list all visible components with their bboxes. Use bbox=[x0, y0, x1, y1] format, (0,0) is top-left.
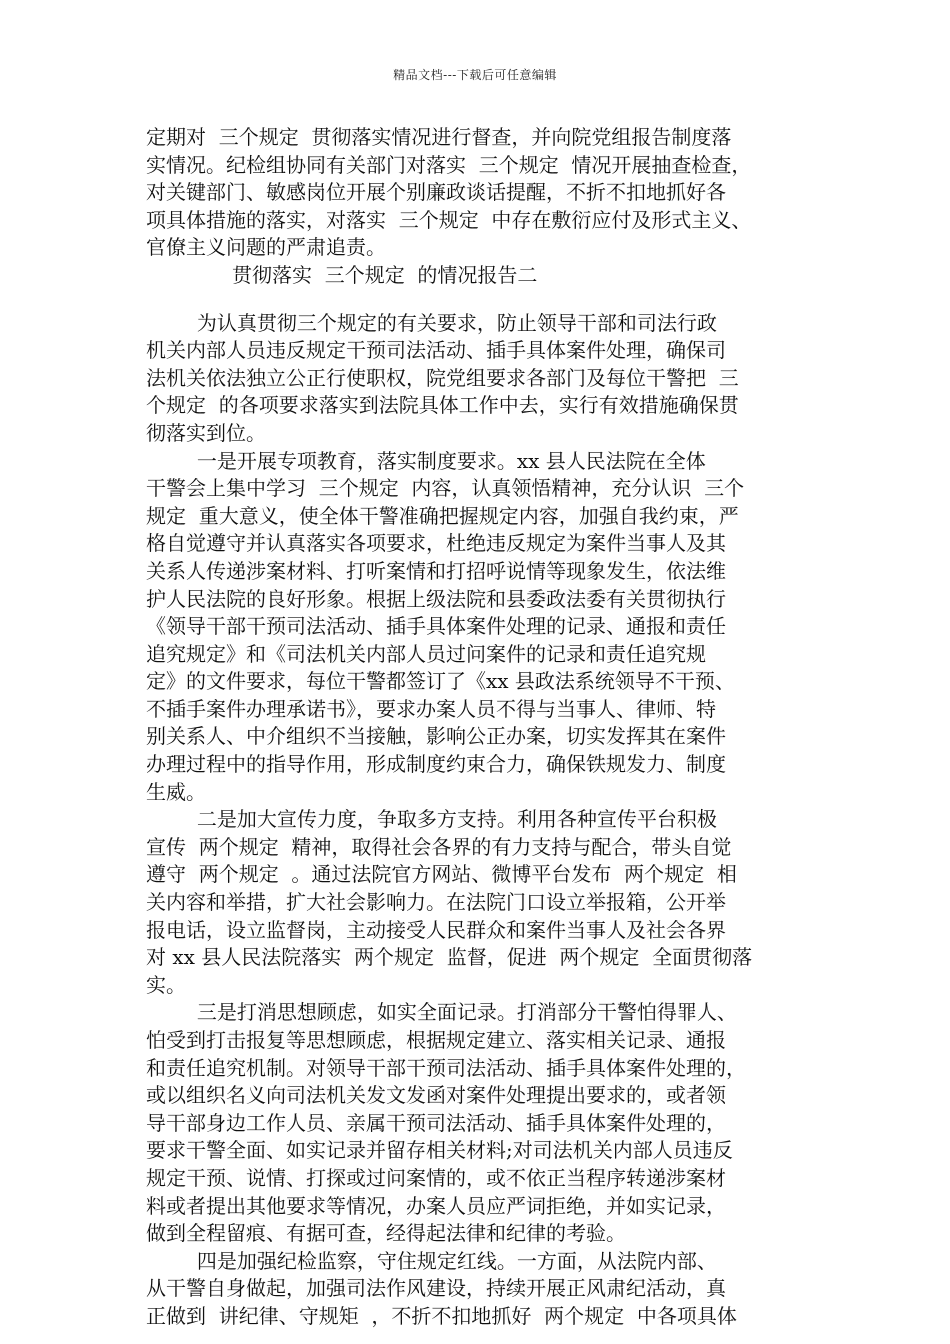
text-line: 个规定 的各项要求落实到法院具体工作中去，实行有效措施确保贯 bbox=[146, 393, 739, 418]
text-line: 追究规定》和《司法机关内部人员过问案件的记录和责任追究规 bbox=[146, 641, 706, 666]
text-line: 实。 bbox=[146, 972, 186, 997]
text-line: 彻落实到位。 bbox=[146, 420, 266, 445]
text-line: 定》的文件要求，每位干警都签订了《xx 县政法系统领导不干预、 bbox=[146, 669, 735, 694]
text-line: 官僚主义问题的严肃追责。 bbox=[146, 235, 386, 260]
text-line: 料或者提出其他要求等情况，办案人员应严词拒绝，并如实记录， bbox=[146, 1193, 726, 1218]
text-line: 《领导干部干预司法活动、插手具体案件处理的记录、通报和责任 bbox=[146, 614, 726, 639]
text-line: 别关系人、中介组织不当接触，影响公正办案，切实发挥其在案件 bbox=[146, 724, 726, 749]
text-line: 干警会上集中学习 三个规定 内容，认真领悟精神，充分认识 三个 bbox=[146, 476, 745, 501]
text-line: 关系人传递涉案材料、打听案情和打招呼说情等现象发生，依法维 bbox=[146, 558, 726, 583]
text-line: 实情况。纪检组协同有关部门对落实 三个规定 情况开展抽查检查， bbox=[146, 152, 752, 177]
text-line: 四是加强纪检监察，守住规定红线。一方面，从法院内部、 bbox=[146, 1248, 717, 1273]
text-line: 规定 重大意义，使全体干警准确把握规定内容，加强自我约束，严 bbox=[146, 503, 739, 528]
text-line: 二是加大宣传力度，争取多方支持。利用各种宣传平台积极 bbox=[146, 807, 717, 832]
text-line: 不插手案件办理承诺书》，要求办案人员不得与当事人、律师、特 bbox=[146, 696, 716, 721]
text-line: 生威。 bbox=[146, 779, 206, 804]
text-line: 规定干预、说情、打探或过问案情的，或不依正当程序转递涉案材 bbox=[146, 1165, 726, 1190]
spacer bbox=[146, 290, 826, 310]
text-line: 或以组织名义向司法机关发文发函对案件处理提出要求的，或者领 bbox=[146, 1083, 726, 1108]
section-title: 贯彻落实 三个规定 的情况报告二 bbox=[232, 262, 538, 287]
text-line: 一是开展专项教育，落实制度要求。xx 县人民法院在全体 bbox=[146, 448, 706, 473]
text-line: 报电话，设立监督岗，主动接受人民群众和案件当事人及社会各界 bbox=[146, 917, 726, 942]
text-line: 对 xx 县人民法院落实 两个规定 监督，促进 两个规定 全面贯彻落 bbox=[146, 945, 753, 970]
text-line: 格自觉遵守并认真落实各项要求，杜绝违反规定为案件当事人及其 bbox=[146, 531, 726, 556]
text-line: 为认真贯彻三个规定的有关要求，防止领导干部和司法行政 bbox=[146, 310, 717, 335]
text-line: 正做到 讲纪律、守规矩 ，不折不扣地抓好 两个规定 中各项具体 bbox=[146, 1303, 737, 1328]
text-line: 做到全程留痕、有据可查，经得起法律和纪律的考验。 bbox=[146, 1221, 626, 1246]
text-line: 法机关依法独立公正行使职权，院党组要求各部门及每位干警把 三 bbox=[146, 365, 739, 390]
text-line: 遵守 两个规定 。通过法院官方网站、微博平台发布 两个规定 相 bbox=[146, 862, 737, 887]
text-line: 护人民法院的良好形象。根据上级法院和县委政法委有关贯彻执行 bbox=[146, 586, 726, 611]
page-header: 精品文档---下载后可任意编辑 bbox=[393, 68, 557, 82]
text-line: 怕受到打击报复等思想顾虑，根据规定建立、落实相关记录、通报 bbox=[146, 1028, 726, 1052]
text-line: 和责任追究机制。对领导干部干预司法活动、插手具体案件处理的， bbox=[146, 1055, 746, 1080]
document-body bbox=[146, 124, 826, 1331]
text-line: 机关内部人员违反规定干预司法活动、插手具体案件处理，确保司 bbox=[146, 338, 726, 363]
text-line: 办理过程中的指导作用，形成制度约束合力，确保铁规发力、制度 bbox=[146, 752, 726, 777]
text-line: 项具体措施的落实，对落实 三个规定 中存在敷衍应付及形式主义、 bbox=[146, 207, 752, 232]
text-line: 从干警自身做起，加强司法作风建设，持续开展正风肃纪活动，真 bbox=[146, 1276, 726, 1301]
text-line: 宣传 两个规定 精神，取得社会各界的有力支持与配合，带头自觉 bbox=[146, 834, 732, 859]
text-line: 三是打消思想顾虑，如实全面记录。打消部分干警怕得罪人、 bbox=[146, 1000, 737, 1025]
text-line: 导干部身边工作人员、亲属干预司法活动、插手具体案件处理的， bbox=[146, 1110, 726, 1135]
text-line: 定期对 三个规定 贯彻落实情况进行督查，并向院党组报告制度落 bbox=[146, 125, 732, 149]
text-line: 要求干警全面、如实记录并留存相关材料;对司法机关内部人员违反 bbox=[146, 1138, 733, 1163]
text-line: 对关键部门、敏感岗位开展个别廉政谈话提醒，不折不扣地抓好各 bbox=[146, 180, 726, 205]
text-line: 关内容和举措，扩大社会影响力。在法院门口设立举报箱，公开举 bbox=[146, 890, 726, 915]
